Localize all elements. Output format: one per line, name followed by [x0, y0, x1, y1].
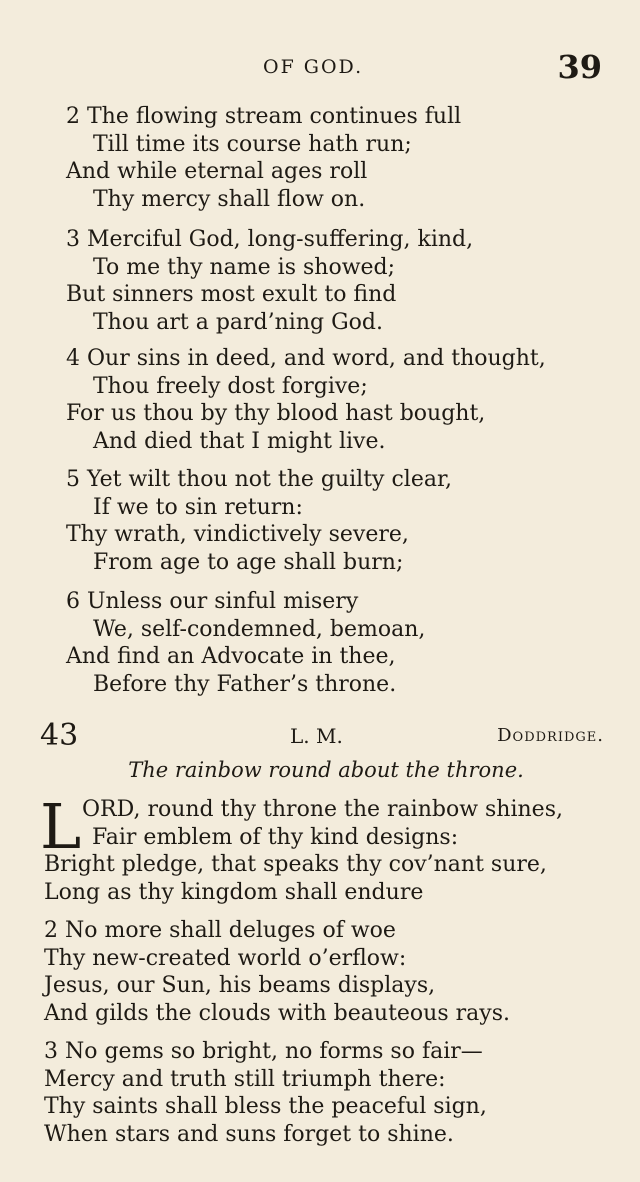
verse-line: But sinners most exult to find [66, 282, 397, 307]
hymn42-stanza-2 [0, 103, 640, 213]
verse-line: Long as thy kingdom shall endure [44, 879, 424, 905]
hymn43-stanza-3 [0, 1038, 640, 1148]
running-head [0, 48, 640, 92]
running-title: OF GOD. [263, 56, 364, 78]
hymn-number: 43 [40, 718, 79, 753]
hymn42-stanza-6 [0, 588, 640, 698]
hymn42-stanza-5 [0, 466, 640, 576]
verse-line: Thou art a pard’ning God. [93, 309, 383, 335]
verse-line: 3 Merciful God, long-suffering, kind, [66, 227, 474, 252]
verse-line: And while eternal ages roll [66, 159, 368, 184]
verse-line: Till time its course hath run; [93, 131, 412, 157]
hymn-subtitle: The rainbow round about the throne. [128, 758, 524, 782]
verse-line: To me thy name is showed; [93, 254, 396, 280]
verse-line: If we to sin return: [93, 494, 303, 520]
verse-line: ORD, round thy throne the rainbow shines, [82, 797, 563, 822]
verse-line: 2 No more shall deluges of woe [44, 918, 396, 943]
verse-line: Thy mercy shall flow on. [93, 186, 366, 212]
verse-line: From age to age shall burn; [93, 549, 404, 575]
hymn42-stanza-4 [0, 345, 640, 455]
verse-line: For us thou by thy blood hast bought, [66, 401, 486, 426]
page-number: 39 [557, 48, 602, 86]
verse-line: 3 No gems so bright, no forms so fair— [44, 1039, 483, 1064]
drop-cap: L [40, 790, 82, 863]
verse-line: Thy saints shall bless the peaceful sign, [44, 1094, 487, 1119]
verse-line: Fair emblem of thy kind designs: [92, 824, 459, 850]
hymn-author: Doddridge. [497, 725, 604, 746]
verse-line: Thy new-created world o’erflow: [44, 945, 407, 971]
verse-line: 4 Our sins in deed, and word, and thought, [66, 346, 546, 371]
verse-line: And died that I might live. [93, 428, 386, 454]
verse-line: Jesus, our Sun, his beams displays, [44, 973, 436, 998]
verse-line: Thy wrath, vindictively severe, [66, 522, 409, 547]
verse-line: Before thy Father’s throne. [93, 671, 397, 697]
hymn43-stanza-1 [0, 790, 640, 906]
verse-line: Thou freely dost forgive; [93, 373, 368, 399]
hymn-meter: L. M. [290, 724, 343, 748]
verse-line: When stars and suns forget to shine. [44, 1121, 454, 1147]
verse-line: And gilds the clouds with beauteous rays. [44, 1000, 510, 1026]
verse-line: We, self-condemned, bemoan, [93, 616, 426, 642]
verse-line: Mercy and truth still triumph there: [44, 1066, 446, 1092]
hymn43-stanza-2 [0, 917, 640, 1027]
verse-line: 6 Unless our sinful misery [66, 589, 359, 614]
hymn43-heading [0, 718, 640, 758]
verse-line: 2 The flowing stream continues full [66, 104, 462, 129]
hymn42-stanza-3 [0, 226, 640, 336]
verse-line: And find an Advocate in thee, [66, 644, 396, 669]
verse-line: 5 Yet wilt thou not the guilty clear, [66, 467, 453, 492]
verse-line: Bright pledge, that speaks thy cov’nant sure, [44, 852, 547, 877]
